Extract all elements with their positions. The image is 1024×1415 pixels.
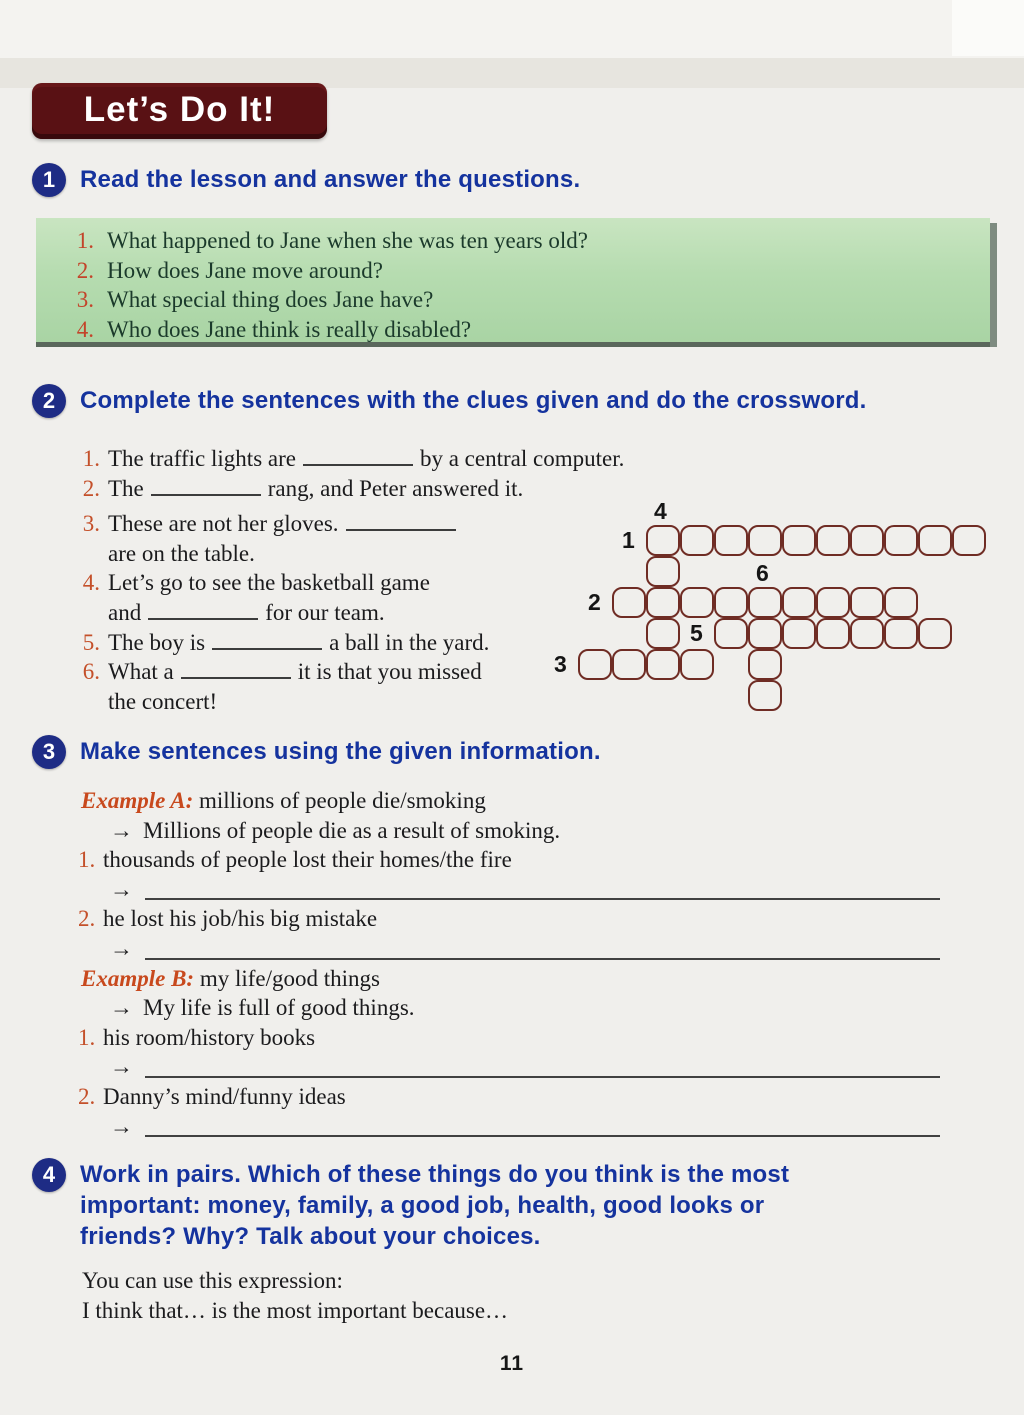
crossword-cell bbox=[612, 587, 646, 618]
item-number: 1. bbox=[78, 847, 96, 873]
sentence-text: and bbox=[108, 599, 142, 625]
sentence-text: the concert! bbox=[108, 688, 218, 714]
note-line: I think that… is the most important because… bbox=[82, 1297, 509, 1323]
example-answer-row bbox=[62, 816, 940, 846]
crossword-cell bbox=[918, 618, 952, 649]
page-number: 11 bbox=[499, 1352, 525, 1375]
fill-in-blank bbox=[181, 664, 291, 679]
exercise3-badge: 3 bbox=[32, 735, 66, 769]
sentence-number: 4. bbox=[82, 570, 100, 596]
question-row bbox=[36, 256, 990, 286]
question-text: Who does Jane think is really disabled? bbox=[107, 316, 472, 342]
crossword-cell bbox=[782, 618, 816, 649]
crossword-cell bbox=[850, 618, 884, 649]
item-given-text: his room/history books bbox=[103, 1024, 316, 1050]
exercise4-title-line: friends? Why? Talk about your choices. bbox=[80, 1223, 541, 1250]
sentence-number: 3. bbox=[82, 511, 100, 537]
sentence-text: it is that you missed bbox=[297, 659, 482, 685]
scan-white-patch bbox=[952, 0, 1024, 56]
crossword-cell bbox=[646, 587, 680, 618]
exercise4-title-line: important: money, family, a good job, health, good looks or bbox=[80, 1192, 765, 1219]
arrow-icon: → bbox=[110, 817, 133, 843]
example-answer-row bbox=[62, 993, 940, 1023]
crossword-cell bbox=[646, 556, 680, 587]
fill-in-blank bbox=[346, 516, 456, 531]
crossword-cell bbox=[782, 525, 816, 556]
exercise4-title-line: Work in pairs. Which of these things do you think is the most bbox=[80, 1161, 790, 1188]
crossword-cell bbox=[850, 525, 884, 556]
crossword-cell bbox=[884, 587, 918, 618]
crossword-cell bbox=[714, 525, 748, 556]
crossword-cell bbox=[850, 587, 884, 618]
crossword-cell bbox=[680, 587, 714, 618]
item-number: 2. bbox=[78, 1083, 96, 1109]
answer-line bbox=[145, 1135, 940, 1137]
crossword-cell bbox=[816, 618, 850, 649]
item-given-row bbox=[62, 1023, 940, 1053]
exercise2-badge: 2 bbox=[32, 384, 66, 418]
item-given-text: Danny’s mind/funny ideas bbox=[103, 1083, 346, 1109]
sentence-text: by a central computer. bbox=[419, 446, 625, 471]
question-number: 1. bbox=[76, 228, 94, 253]
sentence-text: rang, and Peter answered it. bbox=[267, 475, 524, 501]
crossword-cell bbox=[748, 618, 782, 649]
crossword-cell bbox=[714, 587, 748, 618]
sentence-row bbox=[62, 444, 742, 474]
crossword-clue-number: 4 bbox=[654, 498, 667, 524]
questions-box bbox=[36, 218, 990, 347]
exercise2-title: Complete the sentences with the clues given and do the crossword. bbox=[80, 387, 867, 414]
example-given-text: my life/good things bbox=[194, 965, 381, 991]
question-text: What happened to Jane when she was ten years old? bbox=[107, 228, 588, 253]
crossword-cell bbox=[612, 649, 646, 680]
crossword-clue-number: 2 bbox=[588, 589, 601, 615]
example-given-text: millions of people die/smoking bbox=[193, 788, 486, 813]
item-answer-row bbox=[62, 1112, 940, 1142]
banner-label: Let’s Do It! bbox=[83, 89, 276, 129]
crossword-cell bbox=[578, 649, 612, 680]
fill-in-blank bbox=[148, 605, 258, 620]
question-row bbox=[36, 315, 990, 345]
crossword-clue-number: 3 bbox=[554, 651, 567, 677]
example-answer-text: Millions of people die as a result of smoking. bbox=[143, 817, 561, 843]
sentence-text: The traffic lights are bbox=[108, 446, 296, 471]
example-label: Example B: bbox=[81, 965, 195, 991]
crossword-cell bbox=[918, 525, 952, 556]
question-text: What special thing does Jane have? bbox=[107, 287, 434, 313]
scan-light-band bbox=[0, 0, 1024, 58]
question-text: How does Jane move around? bbox=[107, 257, 383, 283]
arrow-icon: → bbox=[110, 935, 133, 961]
sentence-text: These are not her gloves. bbox=[108, 511, 339, 537]
crossword-cell bbox=[748, 587, 782, 618]
item-answer-row bbox=[62, 875, 940, 905]
crossword-cell bbox=[782, 587, 816, 618]
item-number: 2. bbox=[78, 906, 96, 932]
question-row bbox=[36, 285, 990, 315]
crossword-cell bbox=[884, 525, 918, 556]
sentence-number: 2. bbox=[82, 475, 100, 501]
sentence-text: The bbox=[108, 475, 144, 501]
item-answer-row bbox=[62, 1052, 940, 1082]
crossword-cell bbox=[748, 525, 782, 556]
crossword-cell bbox=[952, 525, 986, 556]
crossword-cell bbox=[748, 680, 782, 711]
answer-line bbox=[145, 898, 940, 900]
crossword-cell bbox=[646, 649, 680, 680]
exercise1-badge: 1 bbox=[32, 163, 66, 197]
example-given-row bbox=[62, 786, 940, 816]
note-line: You can use this expression: bbox=[82, 1268, 343, 1293]
item-given-text: he lost his job/his big mistake bbox=[103, 906, 378, 932]
sentence-text: The boy is bbox=[108, 629, 206, 655]
item-given-row bbox=[62, 904, 940, 934]
expression-note bbox=[82, 1266, 882, 1325]
item-given-text: thousands of people lost their homes/the fire bbox=[103, 847, 512, 873]
crossword-cell bbox=[748, 649, 782, 680]
crossword-cell bbox=[816, 587, 850, 618]
fill-in-blank bbox=[212, 635, 322, 650]
fill-in-blank bbox=[303, 451, 413, 466]
crossword-clue-number: 6 bbox=[756, 560, 769, 586]
arrow-icon: → bbox=[110, 995, 133, 1021]
sentence-text: Let’s go to see the basketball game bbox=[108, 570, 430, 596]
question-number: 3. bbox=[76, 287, 94, 313]
crossword-clue-number: 1 bbox=[622, 527, 635, 553]
arrow-icon: → bbox=[110, 1054, 133, 1080]
exercise4-title bbox=[80, 1159, 980, 1252]
exercise3-title: Make sentences using the given information. bbox=[80, 738, 601, 765]
sentence-number: 6. bbox=[82, 659, 100, 685]
sentence-text: What a bbox=[108, 659, 174, 685]
exercise3-body bbox=[62, 786, 940, 1141]
sentence-text: are on the table. bbox=[108, 540, 255, 566]
item-answer-row bbox=[62, 934, 940, 964]
question-number: 2. bbox=[76, 257, 94, 283]
example-label: Example A: bbox=[81, 788, 194, 813]
sentence-text: for our team. bbox=[265, 599, 385, 625]
sentence-number: 5. bbox=[82, 629, 100, 655]
arrow-icon: → bbox=[110, 876, 133, 902]
exercise4-badge: 4 bbox=[32, 1158, 66, 1192]
example-given-row bbox=[62, 964, 940, 994]
crossword-cell bbox=[680, 649, 714, 680]
crossword-puzzle bbox=[555, 495, 1024, 720]
sentence-line bbox=[108, 444, 742, 474]
exercise1-title: Read the lesson and answer the questions. bbox=[80, 166, 581, 193]
question-row bbox=[36, 226, 990, 256]
crossword-cell bbox=[816, 525, 850, 556]
example-answer-text: My life is full of good things. bbox=[143, 995, 415, 1021]
crossword-cell bbox=[646, 618, 680, 649]
answer-line bbox=[145, 958, 940, 960]
sentence-text: a ball in the yard. bbox=[329, 629, 490, 655]
arrow-icon: → bbox=[110, 1113, 133, 1139]
crossword-cell bbox=[884, 618, 918, 649]
lets-do-it-banner bbox=[32, 83, 327, 139]
item-given-row bbox=[62, 1082, 940, 1112]
crossword-clue-number: 5 bbox=[690, 620, 703, 646]
crossword-cell bbox=[646, 525, 680, 556]
fill-in-blank bbox=[151, 481, 261, 496]
crossword-cell bbox=[714, 618, 748, 649]
sentence-number: 1. bbox=[82, 446, 100, 471]
item-given-row bbox=[62, 845, 940, 875]
item-number: 1. bbox=[78, 1024, 96, 1050]
crossword-cell bbox=[680, 525, 714, 556]
question-number: 4. bbox=[76, 316, 94, 342]
answer-line bbox=[145, 1076, 940, 1078]
